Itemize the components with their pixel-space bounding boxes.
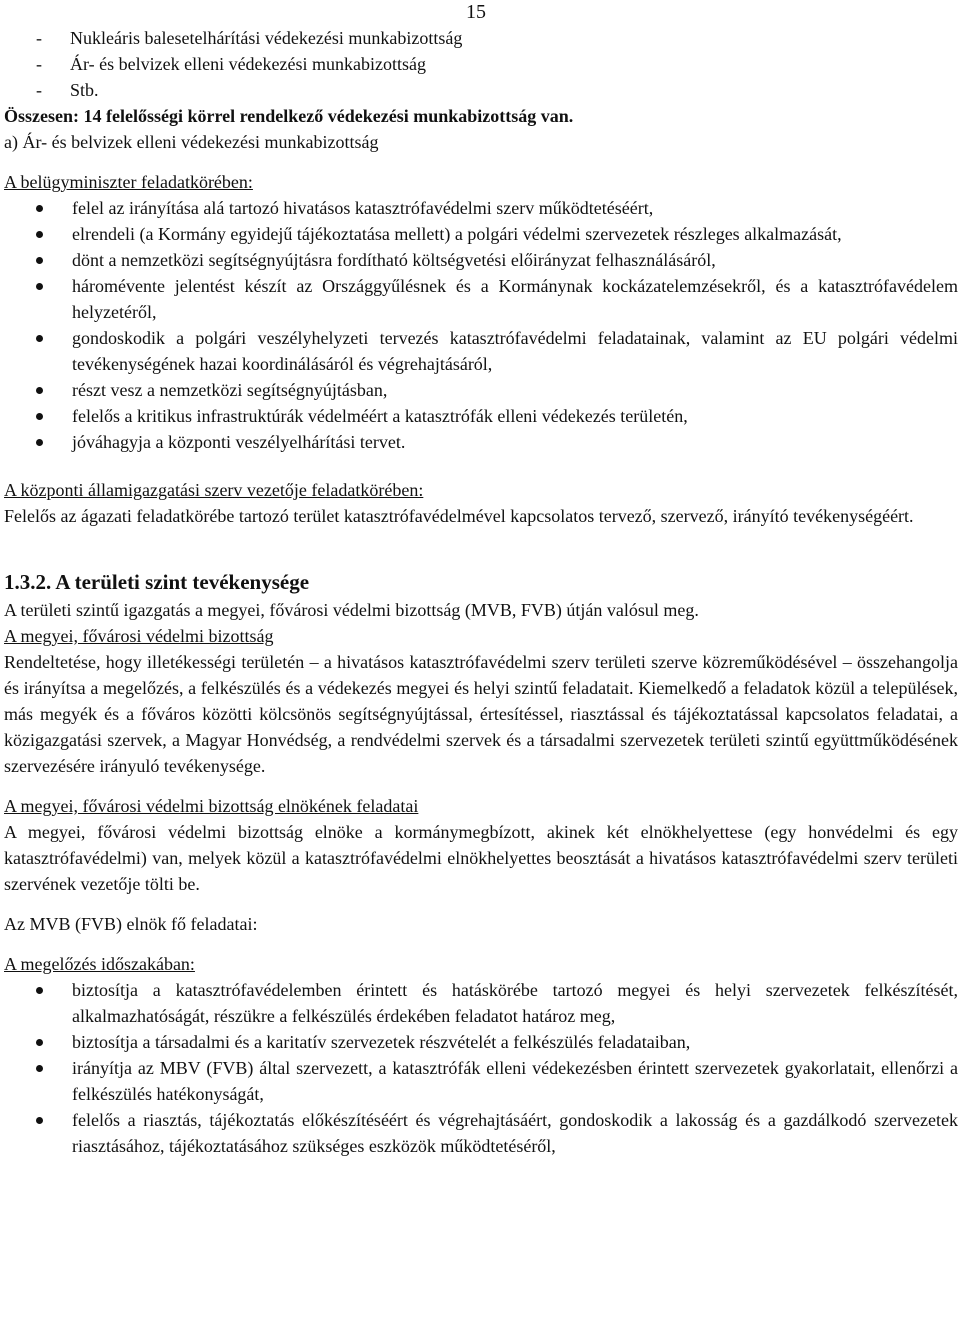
chair-duties-heading: A megyei, fővárosi védelmi bizottság elnökének feladatai <box>4 796 419 816</box>
list-item: felelős a kritikus infrastruktúrák védelméért a katasztrófák elleni védekezés területén, <box>4 403 958 429</box>
bullet-icon <box>36 387 43 394</box>
list-item: - Stb. <box>4 77 958 103</box>
list-item: részt vesz a nemzetközi segítségnyújtásban, <box>4 377 958 403</box>
section-intro: A területi szintű igazgatás a megyei, fővárosi védelmi bizottság (MVB, FVB) útján valósul meg. <box>4 600 699 620</box>
bullet-icon <box>36 439 43 446</box>
central-agency-heading: A központi államigazgatási szerv vezetője feladatkörében: <box>4 480 424 500</box>
county-committee-heading: A megyei, fővárosi védelmi bizottság <box>4 626 274 646</box>
interior-minister-duties <box>4 195 958 455</box>
dash-marker: - <box>36 80 42 100</box>
prevention-heading: A megelőzés időszakában: <box>4 954 195 974</box>
chair-duties-text: A megyei, fővárosi védelmi bizottság elnöke a kormánymegbízott, akinek két elnökhelyettese (egy honvédelmi és egy katasztrófavédelmi) van, melyek közül a katasztrófavédelmi elnökhelyettes beosztását a hivatásos katasztrófavédelmi szerv területi szervének vezetője tölti be. <box>4 822 958 894</box>
summary-line: Összesen: 14 felelősségi körrel rendelkező védekezési munkabizottság van. <box>4 106 574 126</box>
bullet-icon <box>36 231 43 238</box>
list-item: jóváhagyja a központi veszélyelhárítási tervet. <box>4 429 958 455</box>
bullet-icon <box>36 335 43 342</box>
bullet-icon <box>36 1065 43 1072</box>
bullet-icon <box>36 205 43 212</box>
dash-marker: - <box>36 28 42 48</box>
list-item: - Nukleáris balesetelhárítási védekezési munkabizottság <box>4 25 958 51</box>
list-item: irányítja az MBV (FVB) által szervezett, a katasztrófák elleni védekezésben érintett szervezetek gyakorlatait, ellenőrzi a felkészülés hatékonyságát, <box>4 1055 958 1107</box>
list-item: felel az irányítása alá tartozó hivatásos katasztrófavédelmi szerv működtetéséért, <box>4 195 958 221</box>
list-item: háromévente jelentést készít az Országgyűlésnek és a Kormánynak kockázatelemzésekről, és a katasztrófavédelem helyzetéről, <box>4 273 958 325</box>
prevention-duties <box>4 977 958 1159</box>
list-item: gondoskodik a polgári veszélyhelyzeti tervezés katasztrófavédelmi feladatainak, valamint az EU polgári védelmi tevékenységének hazai koordinálásáról és végrehajtásáról, <box>4 325 958 377</box>
dash-marker: - <box>36 54 42 74</box>
list-item: dönt a nemzetközi segítségnyújtásra fordítható költségvetési előirányzat felhasználásáról, <box>4 247 958 273</box>
list-item: biztosítja a társadalmi és a karitatív szervezetek részvételét a felkészülés feladataiban, <box>4 1029 958 1055</box>
list-item: biztosítja a katasztrófavédelemben érintett és hatáskörébe tartozó megyei és helyi szervezetek felkészítését, alkalmazhatóságát, részükre a felkészülés érdekében feladatot határoz meg, <box>4 977 958 1029</box>
list-item: - Ár- és belvizek elleni védekezési munkabizottság <box>4 51 958 77</box>
page-content <box>4 25 958 1159</box>
bullet-icon <box>36 987 43 994</box>
central-agency-text: Felelős az ágazati feladatkörébe tartozó terület katasztrófavédelmével kapcsolatos tervező, szervező, irányító tevékenységéért. <box>4 506 914 526</box>
interior-minister-heading: A belügyminiszter feladatkörében: <box>4 172 253 192</box>
list-item: felelős a riasztás, tájékoztatás előkészítéséért és végrehajtásáért, gondoskodik a lakosság és a gazdálkodó szervezetek riasztásához, tájékoztatásához szükséges eszközök működtetéséről, <box>4 1107 958 1159</box>
mvb-main-duties: Az MVB (FVB) elnök fő feladatai: <box>4 914 258 934</box>
bullet-icon <box>36 1117 43 1124</box>
page-number: 15 <box>466 1 486 23</box>
subsection-a-title: a) Ár- és belvizek elleni védekezési munkabizottság <box>4 132 379 152</box>
bullet-icon <box>36 1039 43 1046</box>
list-item: elrendeli (a Kormány egyidejű tájékoztatása mellett) a polgári védelmi szervezetek részleges alkalmazását, <box>4 221 958 247</box>
county-committee-text: Rendeltetése, hogy illetékességi területén – a hivatásos katasztrófavédelmi szerv területi szerve közreműködésével – összehangolja és irányítsa a megelőzés, a felkészülés és a védekezés megyei és helyi szintű feladatait. Kiemelkedő a feladatok közül a települések, más megyék és a főváros közötti kölcsönös segítségnyújtással, értesítéssel, riasztással és tájékoztatással kapcsolatos feladatai, a közigazgatási szervek, a Magyar Honvédség, a rendvédelmi szervek és a társadalmi szervezetek területi szintű együttműködésének szervezésére irányuló tevékenysége. <box>4 652 958 776</box>
bullet-icon <box>36 257 43 264</box>
bullet-icon <box>36 283 43 290</box>
bullet-icon <box>36 413 43 420</box>
section-heading: 1.3.2. A területi szint tevékenysége <box>4 570 310 594</box>
committee-dash-list <box>4 25 958 103</box>
